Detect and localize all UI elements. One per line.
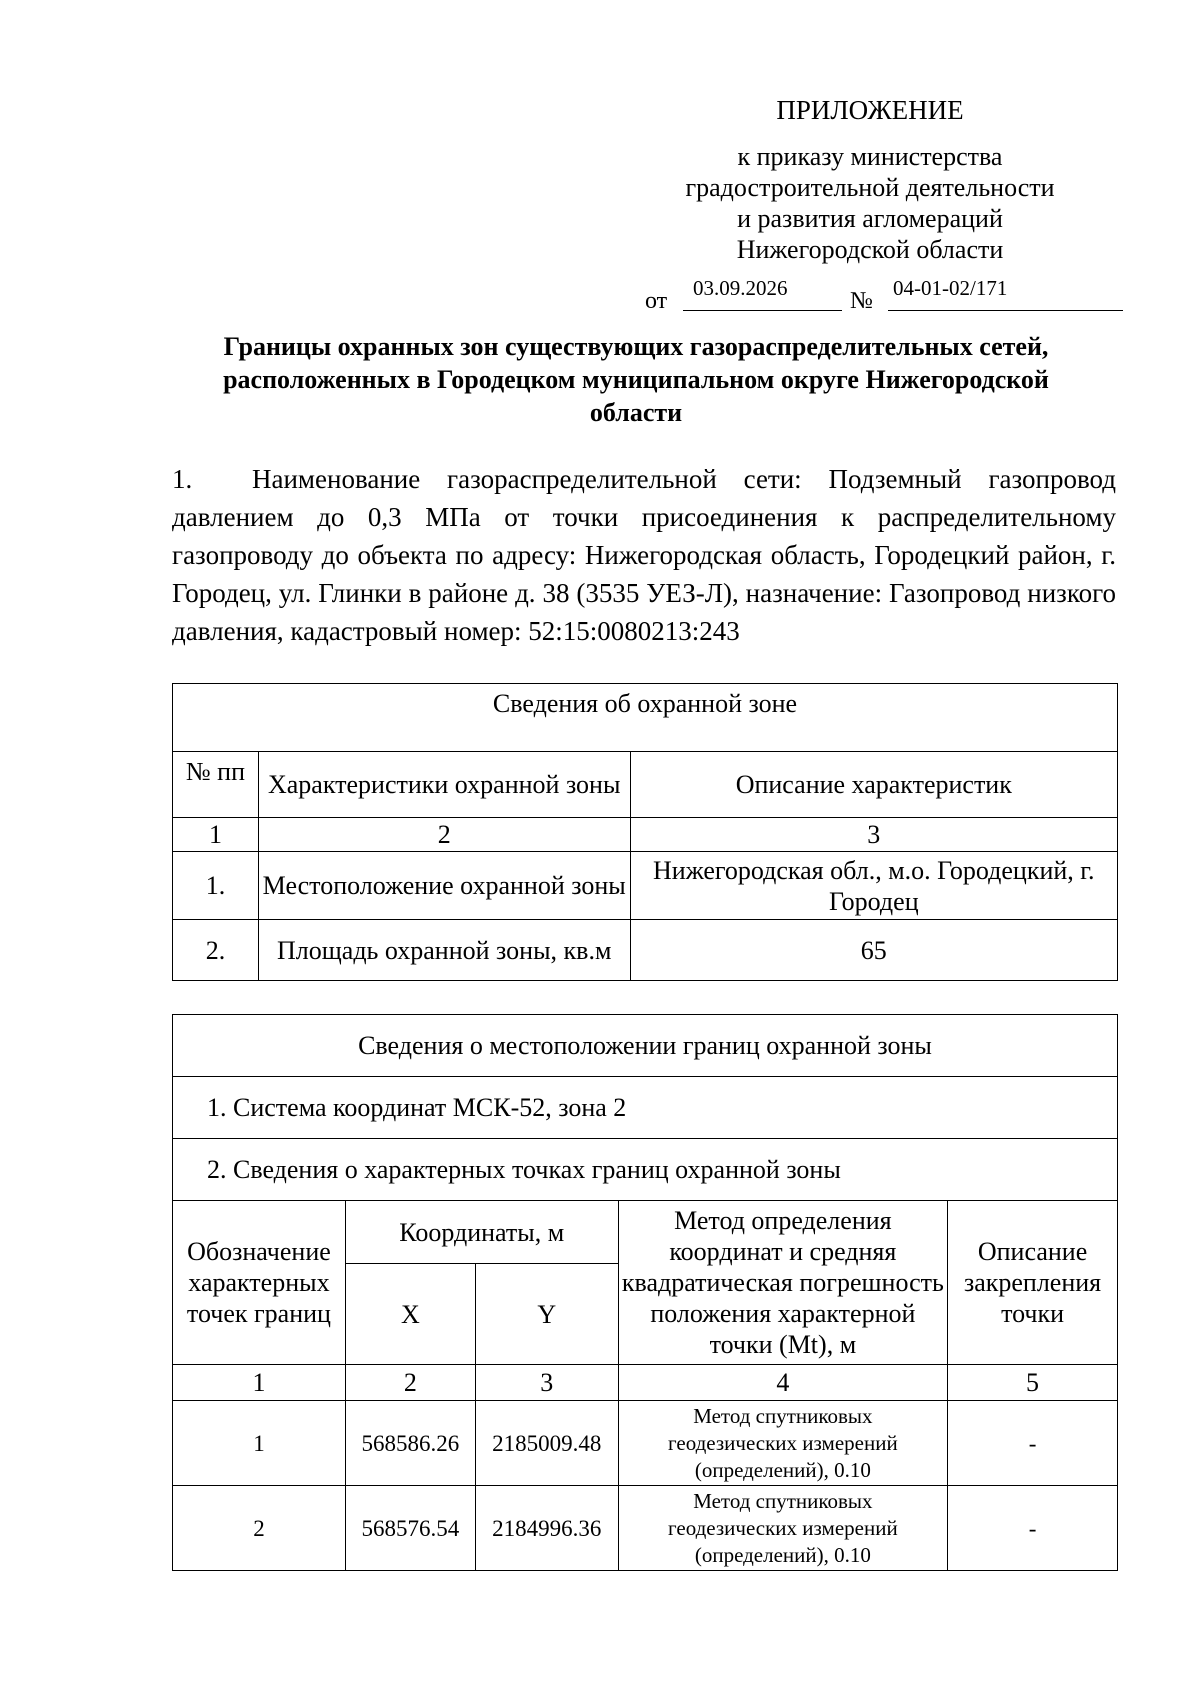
order-date: 03.09.2026 (693, 276, 788, 300)
row-number: 1. (173, 852, 259, 920)
characteristic-cell: Местоположение охранной зоны (258, 852, 630, 920)
header-y: Y (475, 1264, 618, 1365)
network-description (172, 460, 1116, 650)
table-row (173, 1401, 1118, 1486)
header-x: X (345, 1264, 475, 1365)
header-coordinates: Координаты, м (345, 1201, 618, 1264)
fixing-cell: - (948, 1486, 1118, 1571)
header-number: № пп (173, 752, 259, 818)
zone-table-title: Сведения об охранной зоне (173, 684, 1118, 752)
appendix-line: градостроительной деятельности (685, 173, 1055, 202)
appendix-line: и развития агломераций (737, 204, 1003, 233)
index-cell: 1 (173, 818, 259, 852)
index-cell: 4 (618, 1365, 947, 1401)
heading-line: области (589, 398, 683, 427)
location-table-title: Сведения о местоположении границ охранной зоны (173, 1015, 1118, 1077)
coord-x: 568586.26 (345, 1401, 475, 1486)
point-id: 2 (173, 1486, 346, 1571)
header-method: Метод определения координат и средняя квадратическая погрешность положения характерной точки (Mt), м (618, 1201, 947, 1365)
order-date-number (645, 276, 1125, 316)
point-id: 1 (173, 1401, 346, 1486)
date-underline (683, 310, 842, 311)
index-cell: 3 (630, 818, 1117, 852)
appendix-line: к приказу министерства (737, 142, 1003, 171)
document-heading (172, 330, 1100, 429)
header-point-designation: Обозначение характерных точек границ (173, 1201, 346, 1365)
location-table (172, 1014, 1118, 1571)
description-cell: Нижегородская обл., м.о. Городецкий, г. Городец (630, 852, 1117, 920)
fixing-cell: - (948, 1401, 1118, 1486)
header-characteristics: Характеристики охранной зоны (258, 752, 630, 818)
coord-y: 2184996.36 (475, 1486, 618, 1571)
order-number: 04-01-02/171 (893, 276, 1008, 300)
table-row (173, 1486, 1118, 1571)
zone-info-table (172, 683, 1118, 981)
description-cell: 65 (630, 920, 1117, 981)
header-fixing: Описание закрепления точки (948, 1201, 1118, 1365)
appendix-title: ПРИЛОЖЕНИЕ (776, 95, 964, 125)
index-cell: 5 (948, 1365, 1118, 1401)
coord-x: 568576.54 (345, 1486, 475, 1571)
coordinate-system: 1. Система координат МСК-52, зона 2 (173, 1077, 1118, 1139)
paragraph-text: Наименование газораспределительной сети: Подземный газопровод давлением до 0,3 МПа от точки присоединения к распределительному газопроводу до объекта по адресу: Нижегородская область, Городецкий район, г. Городец, ул. Глинки в районе д. 38 (3535 УЕЗ-Л), назначение: Газопровод низкого давления, кадастровый номер: 52:15:0080213:243 (172, 464, 1116, 646)
index-cell: 2 (258, 818, 630, 852)
header-description: Описание характеристик (630, 752, 1117, 818)
from-label: от (645, 288, 668, 314)
appendix-line: Нижегородской области (736, 235, 1004, 264)
heading-line: расположенных в Городецком муниципальном округе Нижегородской (223, 365, 1049, 394)
paragraph-number: 1. (172, 464, 193, 494)
index-cell: 1 (173, 1365, 346, 1401)
index-cell: 2 (345, 1365, 475, 1401)
points-subtitle: 2. Сведения о характерных точках границ охранной зоны (173, 1139, 1118, 1201)
index-cell: 3 (475, 1365, 618, 1401)
row-number: 2. (173, 920, 259, 981)
number-underline (888, 310, 1123, 311)
heading-line: Границы охранных зон существующих газораспределительных сетей, (223, 332, 1049, 361)
method-cell: Метод спутниковых геодезических измерений (определений), 0.10 (618, 1486, 947, 1571)
number-label: № (850, 288, 873, 314)
method-cell: Метод спутниковых геодезических измерений (определений), 0.10 (618, 1401, 947, 1486)
coord-y: 2185009.48 (475, 1401, 618, 1486)
appendix-header (600, 95, 1140, 265)
characteristic-cell: Площадь охранной зоны, кв.м (258, 920, 630, 981)
